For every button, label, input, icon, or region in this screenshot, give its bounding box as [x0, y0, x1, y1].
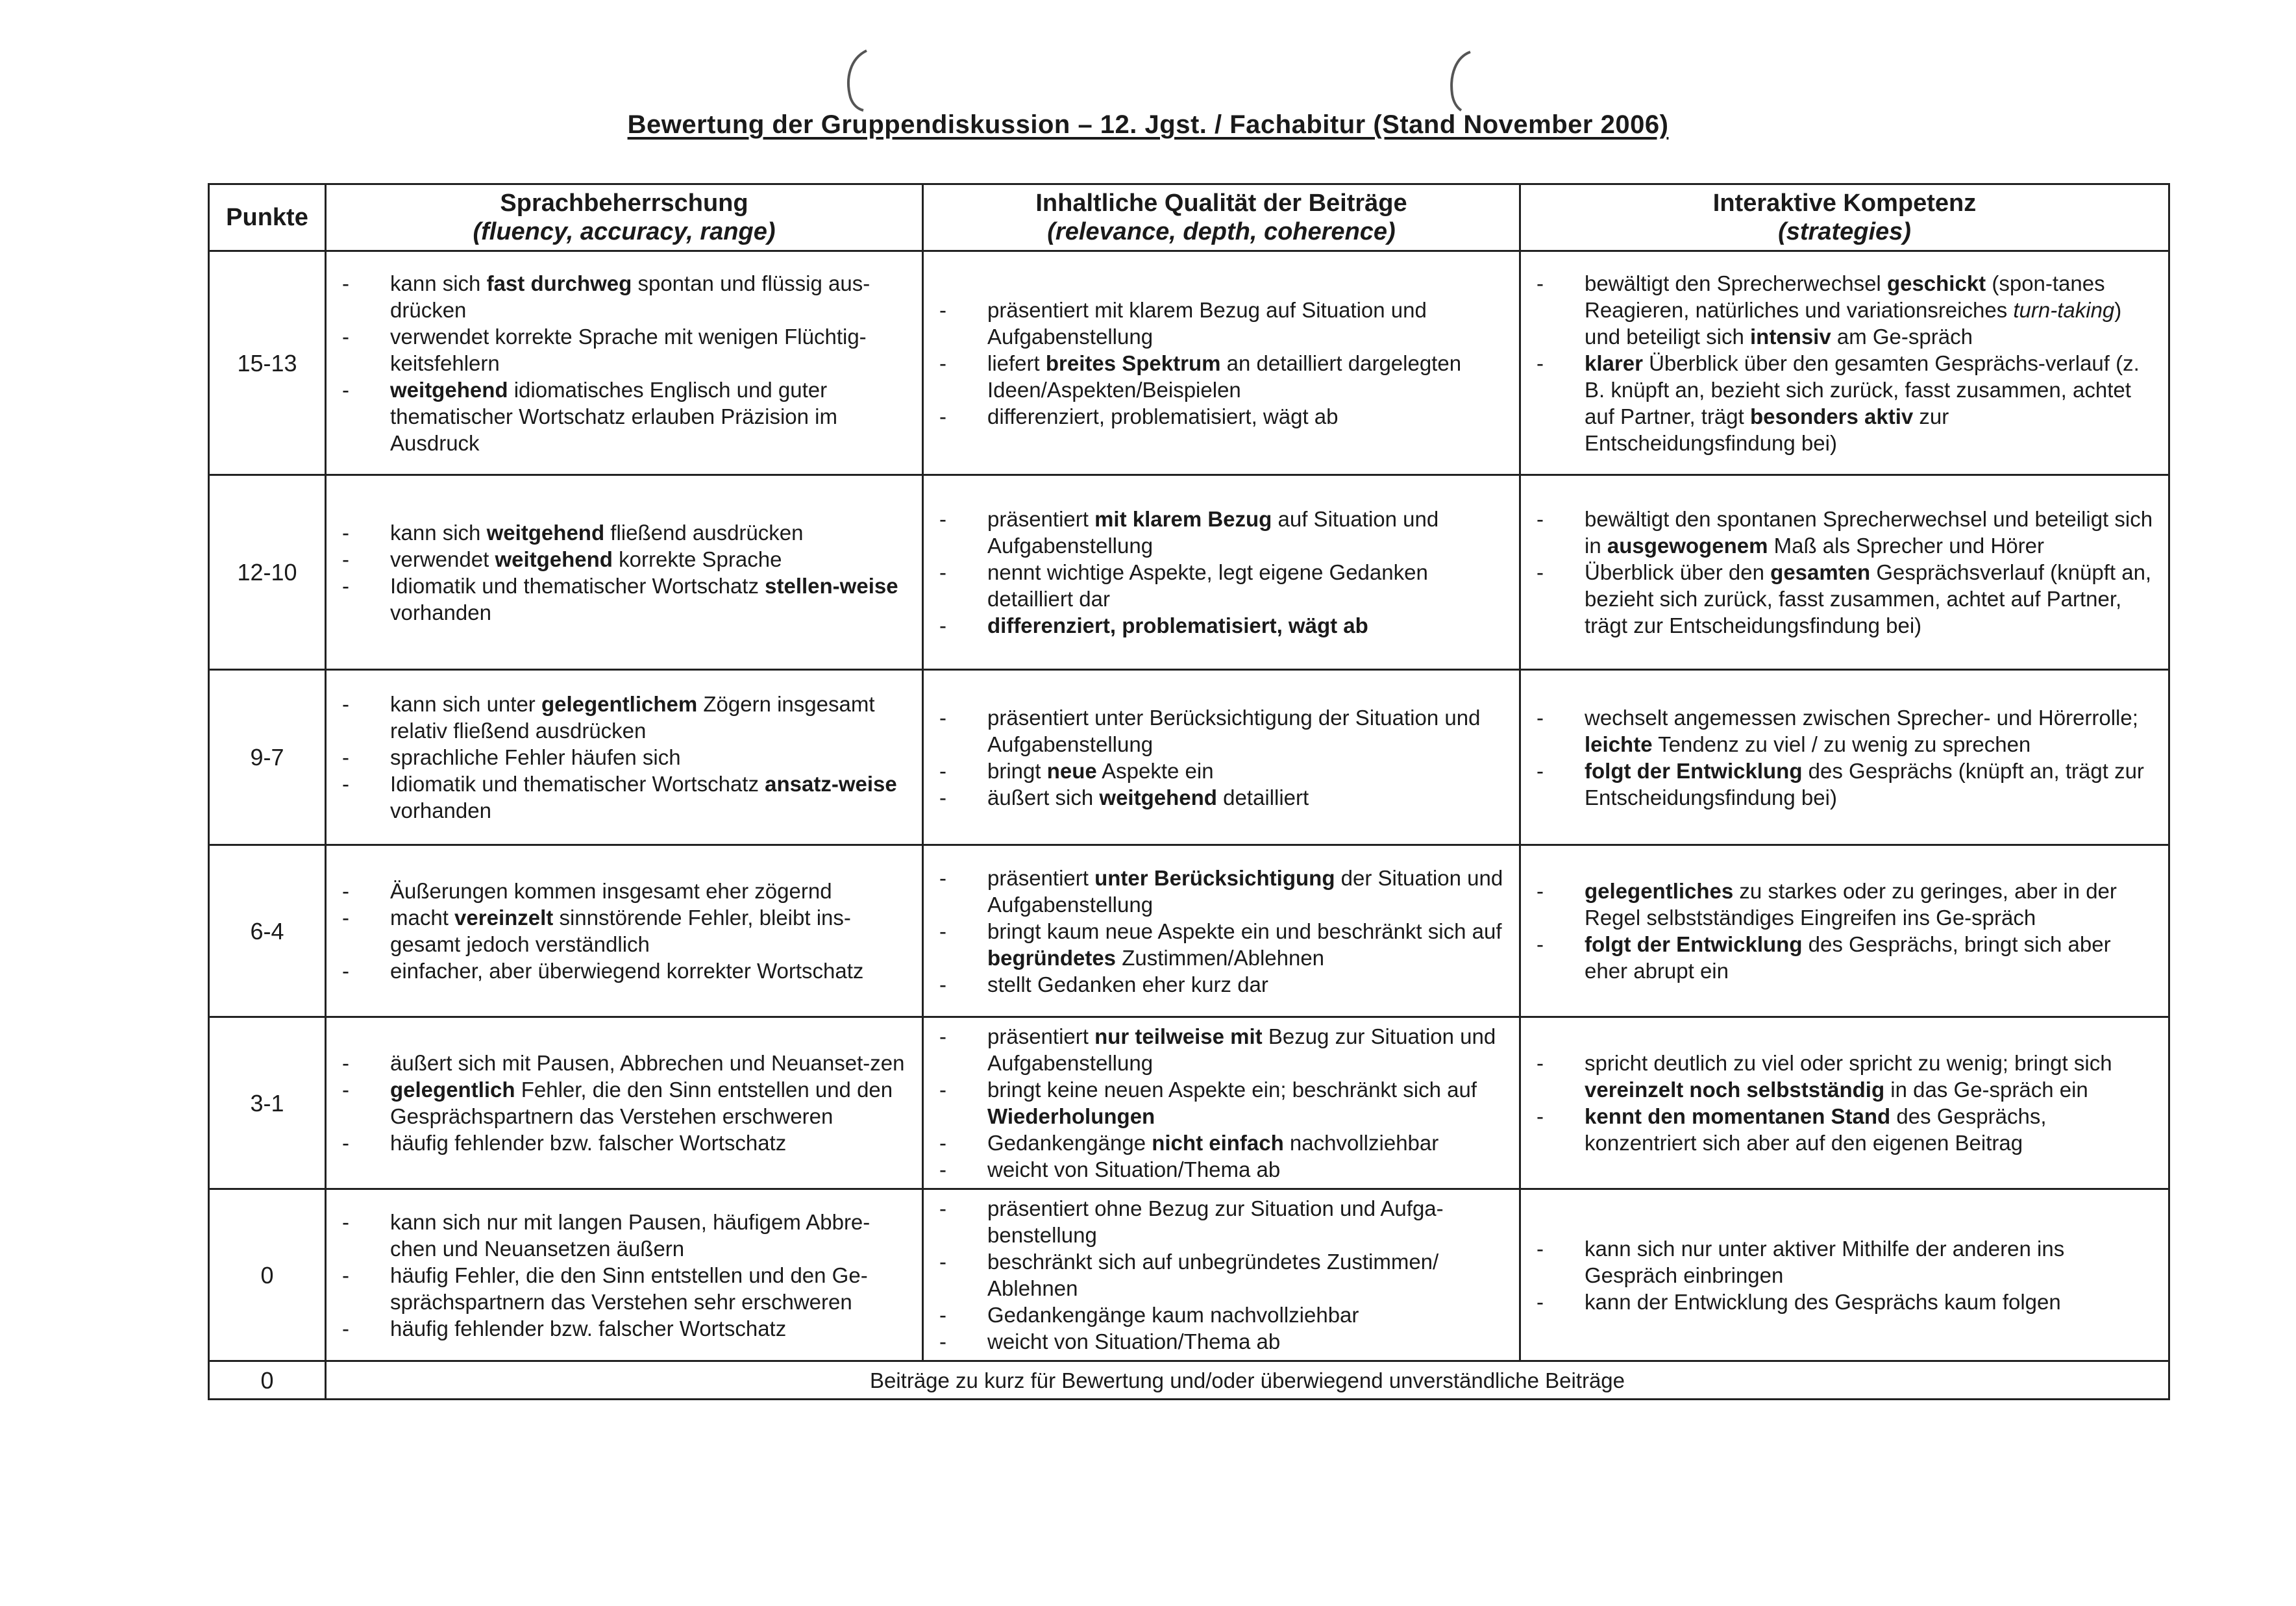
sprachbeherrschung-cell	[326, 670, 923, 845]
points-cell: 0	[209, 1189, 326, 1361]
inhaltliche-qualitaet-cell	[923, 251, 1520, 475]
header-interaktive-kompetenz: Interaktive Kompetenz (strategies)	[1520, 184, 2169, 251]
criterion-item: - Überblick über den gesamten Gesprächsverlauf (knüpft an, bezieht sich zurück, fasst zusammen, achtet auf Partner, trägt zur Entscheidungsfindung bei)	[1530, 559, 2159, 639]
criterion-item: - kennt den momentanen Stand des Gesprächs, konzentriert sich aber auf den eigenen Beitrag	[1530, 1103, 2159, 1156]
header-inhaltliche-qualitaet: Inhaltliche Qualität der Beiträge (relevance, depth, coherence)	[923, 184, 1520, 251]
criterion-item: - weitgehend idiomatisches Englisch und guter thematischer Wortschatz erlauben Präzision im Ausdruck	[336, 377, 913, 456]
criteria-list	[1530, 1050, 2159, 1156]
header-sprachbeherrschung: Sprachbeherrschung (fluency, accuracy, range)	[326, 184, 923, 251]
criteria-list	[336, 1050, 913, 1156]
criterion-item: - Idiomatik und thematischer Wortschatz ansatz-weise vorhanden	[336, 771, 913, 824]
criterion-item: - verwendet korrekte Sprache mit wenigen Flüchtig-keitsfehlern	[336, 323, 913, 377]
criterion-item: - präsentiert mit klarem Bezug auf Situation und Aufgabenstellung	[933, 297, 1510, 350]
criterion-item: - bringt neue Aspekte ein	[933, 758, 1510, 784]
final-row-points: 0	[209, 1361, 326, 1400]
criteria-list	[336, 270, 913, 456]
criterion-item: - häufig Fehler, die den Sinn entstellen und den Ge-sprächspartnern das Verstehen sehr erschweren	[336, 1262, 913, 1315]
criterion-item: - spricht deutlich zu viel oder spricht zu wenig; bringt sich vereinzelt noch selbstständig in das Ge-spräch ein	[1530, 1050, 2159, 1103]
criteria-list	[933, 1195, 1510, 1355]
sprachbeherrschung-cell	[326, 475, 923, 670]
criterion-item: - Gedankengänge nicht einfach nachvollziehbar	[933, 1130, 1510, 1156]
criterion-item: - macht vereinzelt sinnstörende Fehler, bleibt ins-gesamt jedoch verständlich	[336, 904, 913, 957]
inhaltliche-qualitaet-cell	[923, 670, 1520, 845]
criterion-item: - präsentiert unter Berücksichtigung der Situation und Aufgabenstellung	[933, 865, 1510, 918]
criteria-list	[1530, 1235, 2159, 1315]
interaktive-kompetenz-cell	[1520, 251, 2169, 475]
inhaltliche-qualitaet-cell	[923, 1017, 1520, 1189]
interaktive-kompetenz-cell	[1520, 670, 2169, 845]
rubric-row	[209, 670, 2169, 845]
criteria-list	[933, 865, 1510, 998]
interaktive-kompetenz-cell	[1520, 475, 2169, 670]
criteria-list	[336, 691, 913, 824]
points-cell: 9-7	[209, 670, 326, 845]
points-cell: 12-10	[209, 475, 326, 670]
rubric-row	[209, 845, 2169, 1017]
sprachbeherrschung-cell	[326, 845, 923, 1017]
sprachbeherrschung-cell	[326, 251, 923, 475]
criterion-item: - Äußerungen kommen insgesamt eher zögernd	[336, 878, 913, 904]
interaktive-kompetenz-cell	[1520, 1189, 2169, 1361]
final-row	[209, 1361, 2169, 1400]
criterion-item: - klarer Überblick über den gesamten Gesprächs-verlauf (z. B. knüpft an, bezieht sich zurück, fasst zusammen, achtet auf Partner, trägt besonders aktiv zur Entscheidungsfindung bei)	[1530, 350, 2159, 456]
criterion-item: - differenziert, problematisiert, wägt ab	[933, 612, 1510, 639]
criterion-item: - äußert sich weitgehend detailliert	[933, 784, 1510, 811]
criterion-item: - liefert breites Spektrum an detailliert dargelegten Ideen/Aspekten/Beispielen	[933, 350, 1510, 403]
criterion-item: - bringt kaum neue Aspekte ein und beschränkt sich auf begründetes Zustimmen/Ablehnen	[933, 918, 1510, 971]
criteria-list	[336, 1209, 913, 1342]
criterion-item: - bringt keine neuen Aspekte ein; beschränkt sich auf Wiederholungen	[933, 1076, 1510, 1130]
criterion-item: - präsentiert ohne Bezug zur Situation und Aufga-benstellung	[933, 1195, 1510, 1248]
criterion-item: - kann sich nur unter aktiver Mithilfe der anderen ins Gespräch einbringen	[1530, 1235, 2159, 1289]
criterion-item: - weicht von Situation/Thema ab	[933, 1328, 1510, 1355]
criterion-item: - kann der Entwicklung des Gesprächs kaum folgen	[1530, 1289, 2159, 1315]
criterion-item: - beschränkt sich auf unbegründetes Zustimmen/ Ablehnen	[933, 1248, 1510, 1302]
criterion-item: - wechselt angemessen zwischen Sprecher- und Hörerrolle; leichte Tendenz zu viel / zu wenig zu sprechen	[1530, 704, 2159, 758]
criterion-item: - folgt der Entwicklung des Gesprächs, bringt sich aber eher abrupt ein	[1530, 931, 2159, 984]
criterion-item: - äußert sich mit Pausen, Abbrechen und Neuanset-zen	[336, 1050, 913, 1076]
points-cell: 15-13	[209, 251, 326, 475]
criterion-item: - präsentiert unter Berücksichtigung der Situation und Aufgabenstellung	[933, 704, 1510, 758]
criterion-item: - stellt Gedanken eher kurz dar	[933, 971, 1510, 998]
criterion-item: - differenziert, problematisiert, wägt ab	[933, 403, 1510, 430]
criterion-item: - gelegentlich Fehler, die den Sinn entstellen und den Gesprächspartnern das Verstehen erschweren	[336, 1076, 913, 1130]
criterion-item: - häufig fehlender bzw. falscher Wortschatz	[336, 1315, 913, 1342]
rubric-row	[209, 475, 2169, 670]
criterion-item: - einfacher, aber überwiegend korrekter Wortschatz	[336, 957, 913, 984]
criteria-list	[933, 1023, 1510, 1183]
inhaltliche-qualitaet-cell	[923, 1189, 1520, 1361]
criteria-list	[1530, 878, 2159, 984]
criteria-list	[933, 297, 1510, 430]
criterion-item: - weicht von Situation/Thema ab	[933, 1156, 1510, 1183]
header-points: Punkte	[209, 184, 326, 251]
criteria-list	[336, 519, 913, 626]
criterion-item: - kann sich weitgehend fließend ausdrücken	[336, 519, 913, 546]
criterion-item: - präsentiert nur teilweise mit Bezug zur Situation und Aufgabenstellung	[933, 1023, 1510, 1076]
sprachbeherrschung-cell	[326, 1189, 923, 1361]
criteria-list	[933, 506, 1510, 639]
final-row-text: Beiträge zu kurz für Bewertung und/oder überwiegend unverständliche Beiträge	[326, 1361, 2169, 1400]
criterion-item: - sprachliche Fehler häufen sich	[336, 744, 913, 771]
inhaltliche-qualitaet-cell	[923, 475, 1520, 670]
criterion-item: - häufig fehlender bzw. falscher Wortschatz	[336, 1130, 913, 1156]
punch-hole-mark-left	[837, 45, 876, 117]
criterion-item: - Gedankengänge kaum nachvollziehbar	[933, 1302, 1510, 1328]
rubric-table	[208, 183, 2170, 1400]
criterion-item: - nennt wichtige Aspekte, legt eigene Gedanken detailliert dar	[933, 559, 1510, 612]
rubric-row	[209, 251, 2169, 475]
criterion-item: - folgt der Entwicklung des Gesprächs (knüpft an, trägt zur Entscheidungsfindung bei)	[1530, 758, 2159, 811]
punch-hole-mark-right	[1438, 45, 1477, 117]
criterion-item: - bewältigt den spontanen Sprecherwechsel und beteiligt sich in ausgewogenem Maß als Sprecher und Hörer	[1530, 506, 2159, 559]
document-title: Bewertung der Gruppendiskussion – 12. Jgst. / Fachabitur (Stand November 2006)	[627, 110, 1669, 139]
rubric-row	[209, 1189, 2169, 1361]
criterion-item: - verwendet weitgehend korrekte Sprache	[336, 546, 913, 573]
criteria-list	[336, 878, 913, 984]
criterion-item: - kann sich fast durchweg spontan und flüssig aus-drücken	[336, 270, 913, 323]
criterion-item: - Idiomatik und thematischer Wortschatz stellen-weise vorhanden	[336, 573, 913, 626]
header-row	[209, 184, 2169, 251]
interaktive-kompetenz-cell	[1520, 1017, 2169, 1189]
criterion-item: - kann sich nur mit langen Pausen, häufigem Abbre-chen und Neuansetzen äußern	[336, 1209, 913, 1262]
sprachbeherrschung-cell	[326, 1017, 923, 1189]
criterion-item: - bewältigt den Sprecherwechsel geschickt (spon-tanes Reagieren, natürliches und variationsreiches turn-taking) und beteiligt sich intensiv am Ge-spräch	[1530, 270, 2159, 350]
interaktive-kompetenz-cell	[1520, 845, 2169, 1017]
criterion-item: - präsentiert mit klarem Bezug auf Situation und Aufgabenstellung	[933, 506, 1510, 559]
criteria-list	[1530, 704, 2159, 811]
criteria-list	[1530, 506, 2159, 639]
criterion-item: - kann sich unter gelegentlichem Zögern insgesamt relativ fließend ausdrücken	[336, 691, 913, 744]
rubric-row	[209, 1017, 2169, 1189]
points-cell: 6-4	[209, 845, 326, 1017]
points-cell: 3-1	[209, 1017, 326, 1189]
criteria-list	[1530, 270, 2159, 456]
criteria-list	[933, 704, 1510, 811]
criterion-item: - gelegentliches zu starkes oder zu geringes, aber in der Regel selbstständiges Eingreifen ins Ge-spräch	[1530, 878, 2159, 931]
inhaltliche-qualitaet-cell	[923, 845, 1520, 1017]
